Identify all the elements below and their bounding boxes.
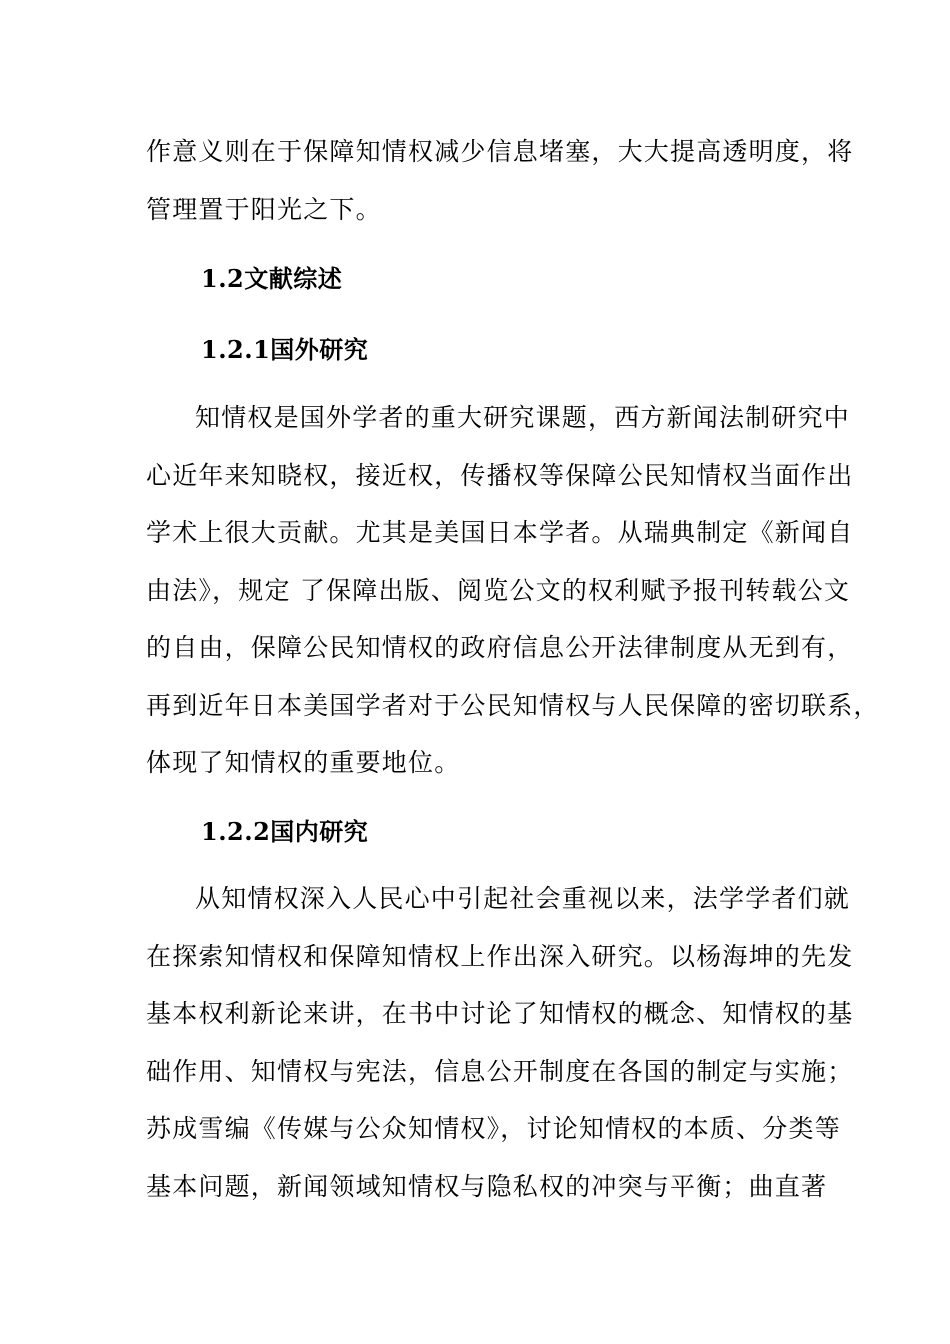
paragraph-line: 由法》，规定 了保障出版、阅览公文的权利赋予报刊转载公文 bbox=[146, 576, 851, 605]
paragraph-line: 作意义则在于保障知情权减少信息堵塞，大大提高透明度，将 bbox=[146, 137, 854, 166]
paragraph-line: 再到近年日本美国学者对于公民知情权与人民保障的密切联系， bbox=[146, 691, 880, 720]
paragraph-line: 从知情权深入人民心中引起社会重视以来，法学学者们就 bbox=[195, 884, 851, 913]
paragraph-line: 知情权是国外学者的重大研究课题，西方新闻法制研究中 bbox=[195, 403, 851, 432]
paragraph-line: 学术上很大贡献。尤其是美国日本学者。从瑞典制定《新闻自 bbox=[146, 518, 854, 547]
section-heading: 1.2文献综述 bbox=[201, 264, 343, 293]
paragraph-line: 苏成雪编《传媒与公众知情权》，讨论知情权的本质、分类等 bbox=[146, 1114, 841, 1143]
paragraph-line: 的自由，保障公民知情权的政府信息公开法律制度从无到有， bbox=[146, 633, 854, 662]
paragraph-line: 础作用、知情权与宪法，信息公开制度在各国的制定与实施； bbox=[146, 1057, 854, 1086]
paragraph-line: 心近年来知晓权，接近权，传播权等保障公民知情权当面作出 bbox=[146, 461, 854, 490]
paragraph-line: 基本权利新论来讲，在书中讨论了知情权的概念、知情权的基 bbox=[146, 999, 854, 1028]
subsection-heading: 1.2.2国内研究 bbox=[201, 817, 369, 846]
paragraph-line: 体现了知情权的重要地位。 bbox=[146, 748, 461, 777]
subsection-heading: 1.2.1国外研究 bbox=[201, 335, 369, 364]
paragraph-line: 基本问题，新闻领域知情权与隐私权的冲突与平衡；曲直著 bbox=[146, 1172, 828, 1201]
paragraph-line: 在探索知情权和保障知情权上作出深入研究。以杨海坤的先发 bbox=[146, 942, 854, 971]
paragraph-line: 管理置于阳光之下。 bbox=[146, 195, 382, 224]
